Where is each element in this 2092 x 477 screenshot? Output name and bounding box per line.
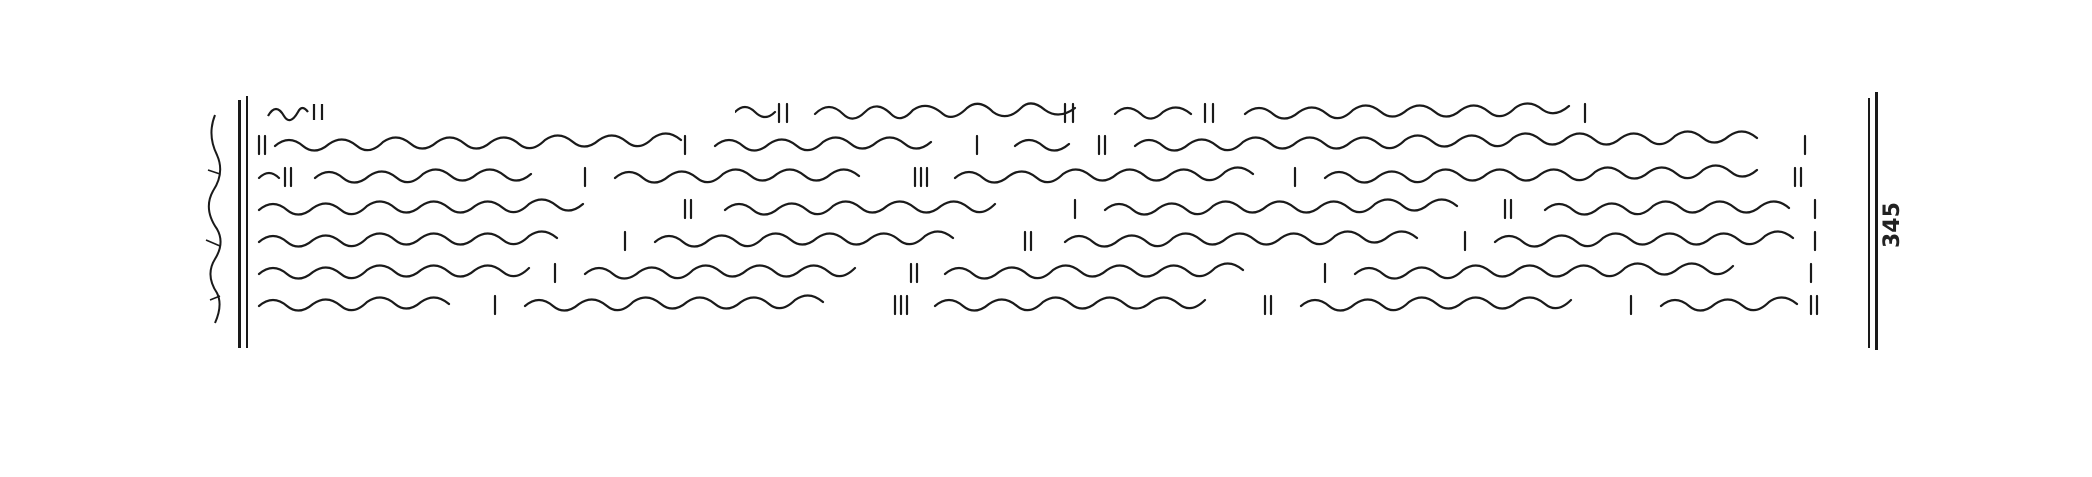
marginal-note — [200, 110, 230, 350]
left-border-outer — [238, 100, 241, 348]
text-line-6 — [255, 258, 1825, 288]
left-border-inner — [246, 96, 248, 348]
right-border-inner — [1868, 98, 1870, 348]
text-line-1 — [735, 98, 1825, 128]
text-line-2 — [255, 130, 1825, 160]
text-line-4 — [255, 194, 1825, 224]
folio-label — [262, 96, 352, 126]
right-border-outer — [1875, 92, 1878, 350]
text-line-7 — [255, 290, 1825, 320]
text-line-3 — [255, 162, 1825, 192]
text-line-5 — [255, 226, 1825, 256]
page-number: 345 — [1880, 202, 1905, 248]
